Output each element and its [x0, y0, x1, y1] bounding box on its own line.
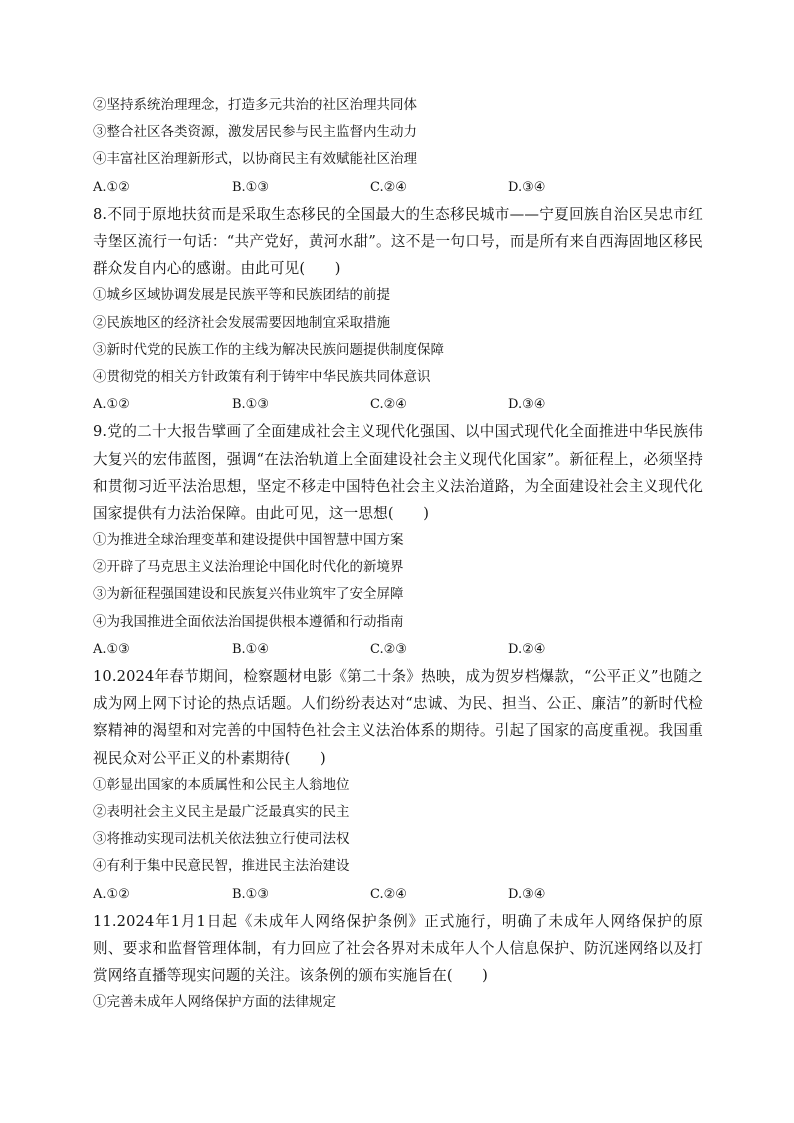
q8-option-1: ①城乡区域协调发展是民族平等和民族团结的前提	[93, 287, 390, 304]
q9-option-3: ③为新征程强国建设和民族复兴伟业筑牢了安全屏障	[93, 586, 404, 603]
q8-option-4: ④贯彻党的相关方针政策有利于铸牢中华民族共同体意识	[93, 368, 431, 385]
q9-answer-choices	[93, 636, 703, 663]
q7-answer-b[interactable]: B.①③	[232, 179, 269, 195]
q10-answer-b[interactable]: B.①③	[232, 886, 269, 902]
q8-answer-a[interactable]: A.①②	[93, 397, 130, 413]
q11-option-1: ①完善未成年人网络保护方面的法律规定	[93, 994, 336, 1011]
q8-stem: 8.不同于原地扶贫而是采取生态移民的全国最大的生态移民城市——宁夏回族自治区吴忠市红寺堡区流行一句话：“共产党好，黄河水甜”。这不是一句口号，而是所有来自西海固地区移民群众发自内心的感谢。由此可见( )	[93, 205, 703, 278]
q10-answer-choices	[93, 881, 703, 908]
q7-answer-c[interactable]: C.②④	[370, 179, 407, 195]
q10-option-3: ③将推动实现司法机关依法独立行使司法权	[93, 831, 350, 848]
q10-stem: 10.2024年春节期间，检察题材电影《第二十条》热映，成为贺岁档爆款，“公平正义”也随之成为网上网下讨论的热点话题。人们纷纷表达对“忠诚、为民、担当、公正、廉洁”的新时代检察精神的渴望和对完善的中国特色社会主义法治体系的期待。引起了国家的高度重视。我国重视民众对公平正义的朴素期待( )	[93, 668, 703, 767]
q7-answer-a[interactable]: A.①②	[93, 179, 130, 195]
q8-answer-c[interactable]: C.②④	[370, 397, 407, 413]
q9-option-1: ①为推进全球治理变革和建设提供中国智慧中国方案	[93, 532, 404, 549]
q9-stem: 9.党的二十大报告擘画了全面建成社会主义现代化强国、以中国式现代化全面推进中华民族伟大复兴的宏伟蓝图，强调“在法治轨道上全面建设社会主义现代化国家”。新征程上，必须坚持和贯彻习近平法治思想，坚定不移走中国特色社会主义法治道路，为全面建设社会主义现代化国家提供有力法治保障。由此可见，这一思想( )	[93, 423, 703, 522]
q10-option-4: ④有利于集中民意民智，推进民主法治建设	[93, 858, 350, 875]
q9-option-2: ②开辟了马克思主义法治理论中国化时代化的新境界	[93, 559, 404, 576]
q10-option-2: ②表明社会主义民主是最广泛最真实的民主	[93, 804, 350, 821]
q8-answer-choices	[93, 391, 703, 418]
exam-page	[93, 92, 703, 1017]
q7-answer-choices	[93, 174, 703, 201]
q10-answer-c[interactable]: C.②④	[370, 886, 407, 902]
q8-option-3: ③新时代党的民族工作的主线为解决民族问题提供制度保障	[93, 341, 444, 358]
q9-answer-d[interactable]: D.②④	[508, 641, 546, 657]
q9-option-4: ④为我国推进全面依法治国提供根本遵循和行动指南	[93, 613, 404, 630]
q8-answer-d[interactable]: D.③④	[508, 397, 546, 413]
q7-option-2: ②坚持系统治理理念，打造多元共治的社区治理共同体	[93, 97, 417, 113]
q7-option-4: ④丰富社区治理新形式，以协商民主有效赋能社区治理	[93, 151, 417, 168]
q7-option-3: ③整合社区各类资源，激发居民参与民主监督内生动力	[93, 124, 417, 141]
q9-answer-a[interactable]: A.①③	[93, 641, 130, 657]
q8-answer-b[interactable]: B.①③	[232, 397, 269, 413]
q9-answer-c[interactable]: C.②③	[370, 641, 407, 657]
q7-answer-d[interactable]: D.③④	[508, 179, 546, 195]
q9-answer-b[interactable]: B.①④	[232, 641, 269, 657]
q10-answer-d[interactable]: D.③④	[508, 886, 546, 902]
q10-answer-a[interactable]: A.①②	[93, 886, 130, 902]
q10-option-1: ①彰显出国家的本质属性和公民主人翁地位	[93, 776, 350, 793]
q11-stem: 11.2024年1月1日起《未成年人网络保护条例》正式施行，明确了未成年人网络保护的原则、要求和监督管理体制，有力回应了社会各界对未成年人个人信息保护、防沉迷网络以及打赏网络直播等现实问题的关注。该条例的颁布实施旨在( )	[93, 912, 703, 985]
q8-option-2: ②民族地区的经济社会发展需要因地制宜采取措施	[93, 314, 390, 331]
